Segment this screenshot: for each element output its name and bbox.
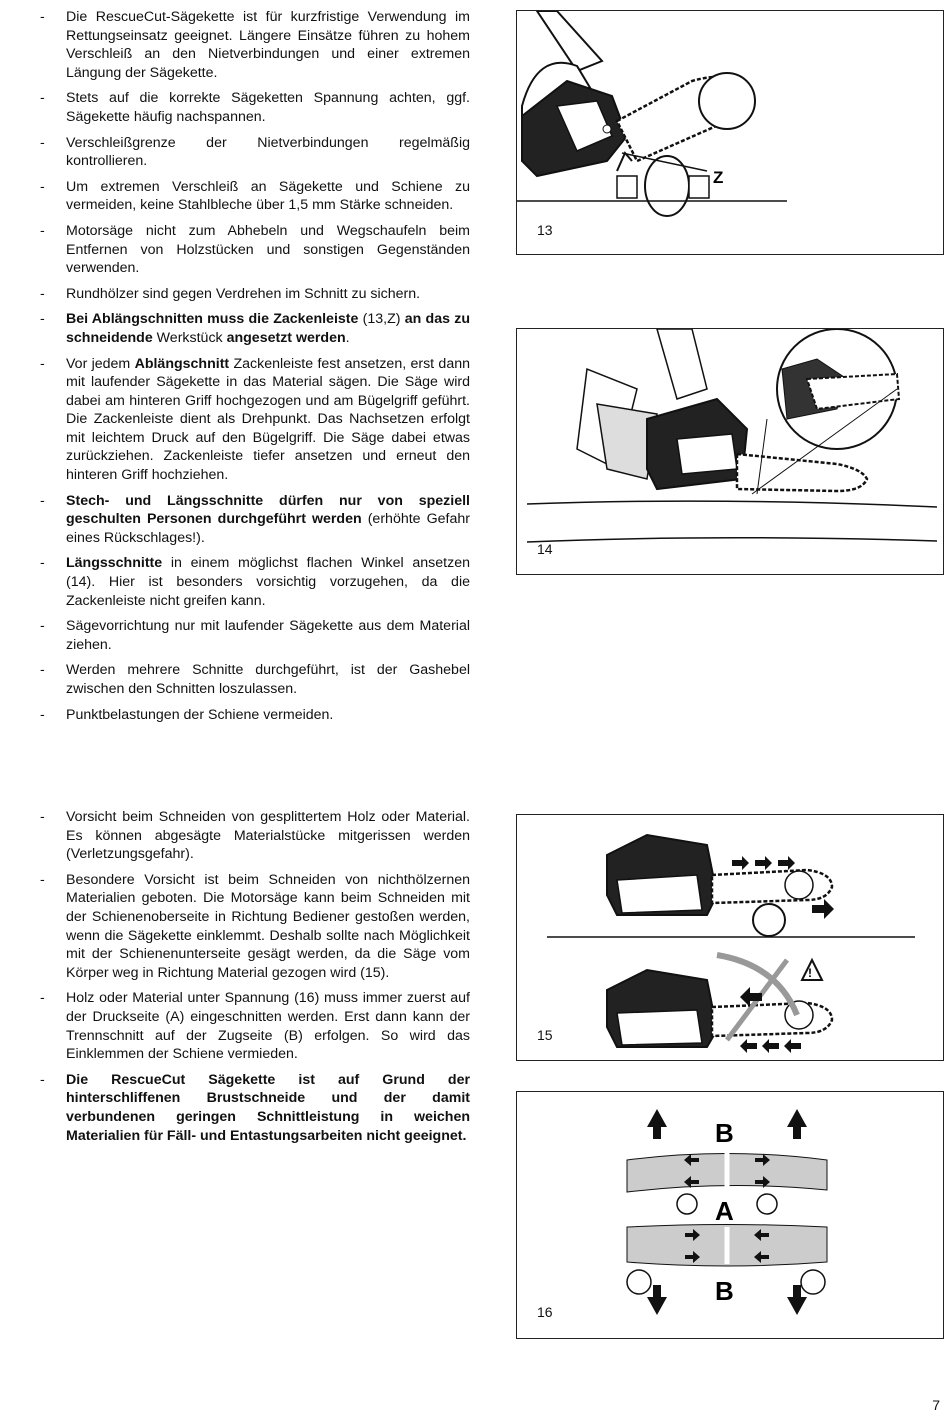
figure-16-label-b-top: B <box>715 1118 734 1148</box>
bullet-text: Die RescueCut-Sägekette ist für kurzfristige Verwendung im Rettungseinsatz geeignet. Längere Einsätze führen zu hohem Verschleiß an den Nietverbindungen und einer extremen Längung der Sägekette. <box>66 9 470 81</box>
bullet-bold-text: an das zu schneidende <box>66 311 470 346</box>
figure-13-label-z: Z <box>713 168 724 187</box>
bullet-dash: - <box>40 662 45 679</box>
bullet-item <box>40 492 470 548</box>
bullet-text: Rundhölzer sind gegen Verdrehen im Schnitt zu sichern. <box>66 285 421 302</box>
bullet-item <box>40 989 470 1063</box>
svg-text:!: ! <box>808 966 812 980</box>
bullet-item <box>40 134 470 171</box>
page-number: 7 <box>932 1397 940 1413</box>
bullet-text: . <box>345 329 350 346</box>
bullet-text: Vorsicht beim Schneiden von gesplittertem Holz oder Material. Es können abgesägte Materialstücke mitgerissen werden (Verletzungsgefahr). <box>66 809 470 863</box>
figure-15 <box>516 814 944 1061</box>
bullet-bold-text: Die RescueCut Sägekette ist auf Grund der hinterschliffenen Brustschneide und der damit verbundenen geringen Schnittleistung in weichen Materialien für Fäll- und Entastungsarbeiten nicht geeignet. <box>66 1071 470 1144</box>
bullet-bold-text: Ablängschnitt <box>134 355 230 372</box>
bullet-text: Werkstück <box>152 329 227 346</box>
bullet-dash: - <box>40 9 45 25</box>
figure-13-number: 13 <box>537 222 553 238</box>
bullet-text: Stets auf die korrekte Sägeketten Spannung achten, ggf. Sägekette häufig nachspannen. <box>66 90 470 125</box>
bullet-dash: - <box>40 178 45 195</box>
bullet-item <box>40 355 470 485</box>
bullet-text: in einem möglichst flachen Winkel ansetzen (14). Hier ist besonders vorsichtig vorzugehen, da die Zackenleiste nicht greifen kann. <box>66 555 470 609</box>
figure-13-illustration <box>517 11 945 256</box>
bullet-text: Zackenleiste fest ansetzen, erst dann mit laufender Sägekette in das Material sägen. Die Säge wird dabei am hinteren Griff hochgezogen und am Bügelgriff geführt. Die Zackenleiste dient als Drehpunkt. Das Nachsetzen erfolgt mit leichtem Druck auf den Bügelgriff. Die Säge dabei etwas zurückziehen. Zackenleiste tiefer ansetzen und erneut den hinteren Griff hochziehen. <box>66 355 470 484</box>
bullet-item <box>40 222 470 278</box>
bullet-dash: - <box>40 706 45 723</box>
bullet-item <box>40 1071 470 1145</box>
bullet-text: Holz oder Material unter Spannung (16) muss immer zuerst auf der Druckseite (A) eingeschnitten werden. Erst dann kann der Trennschnitt auf der Zugseite (B) erfolgen. So wird das Einklemmen der Schiene vermieden. <box>66 990 470 1063</box>
bullet-item <box>40 310 470 347</box>
bullet-text: Punktbelastungen der Schiene vermeiden. <box>66 706 334 723</box>
bullet-text: Sägevorrichtung nur mit laufender Sägekette aus dem Material ziehen. <box>66 618 470 653</box>
bullet-text: Werden mehrere Schnitte durchgeführt, ist der Gashebel zwischen den Schnitten loszulassen. <box>66 662 470 697</box>
bullet-text: (13,Z) <box>358 311 405 328</box>
bullet-dash: - <box>40 134 45 151</box>
bullet-item <box>40 554 470 610</box>
bullet-dash: - <box>40 990 45 1007</box>
bullet-item <box>40 706 470 725</box>
bullet-dash: - <box>40 492 45 509</box>
bullet-item <box>40 178 470 215</box>
figure-13 <box>516 10 944 255</box>
bullet-dash: - <box>40 285 45 302</box>
text-section-2 <box>40 808 470 1152</box>
bullet-dash: - <box>40 555 45 572</box>
bullet-bold-text: angesetzt werden <box>226 329 346 346</box>
bullet-item <box>40 808 470 864</box>
bullet-bold-text: Bei Ablängschnitten muss die Zackenleiste <box>66 311 359 328</box>
bullet-dash: - <box>40 355 45 372</box>
bullet-dash: - <box>40 90 45 107</box>
figure-14-illustration <box>517 329 945 576</box>
bullet-item <box>40 89 470 126</box>
bullet-dash: - <box>40 1071 45 1088</box>
figure-16-illustration <box>517 1092 945 1340</box>
figure-16-label-a: A <box>715 1196 734 1226</box>
bullet-dash: - <box>40 311 45 328</box>
bullet-item <box>40 285 470 304</box>
bullet-item <box>40 8 470 82</box>
bullet-item <box>40 871 470 983</box>
bullet-item <box>40 617 470 654</box>
text-section-1 <box>40 8 470 731</box>
bullet-text: Um extremen Verschleiß an Sägekette und Schiene zu vermeiden, keine Stahlbleche über 1,5 mm Stärke schneiden. <box>66 178 470 214</box>
bullet-bold-text: Längsschnitte <box>66 555 163 572</box>
bullet-item <box>40 661 470 698</box>
bullet-text: Motorsäge nicht zum Abhebeln und Wegschaufeln beim Entfernen von Holzstücken und sonstigen Gegenständen verwenden. <box>66 222 470 277</box>
bullet-text: (erhöhte Gefahr eines Rückschlages!). <box>66 511 470 546</box>
bullet-dash: - <box>40 618 45 635</box>
bullet-dash: - <box>40 871 45 888</box>
figure-16-number: 16 <box>537 1304 553 1320</box>
figure-14 <box>516 328 944 575</box>
bullet-text: Besondere Vorsicht ist beim Schneiden von nichthölzernen Materialien geboten. Die Motorsäge kann beim Schneiden mit der Schienenoberseite in Richtung Bediener gestoßen werden, wenn die Sägekette einklemmt. Deshalb sollte nach Möglichkeit mit der Schienenunterseite gesägt werden, da die Säge vom Körper weg in Richtung Material gezogen wird (15). <box>66 871 470 981</box>
figure-16 <box>516 1091 944 1339</box>
bullet-dash: - <box>40 222 45 239</box>
bullet-bold-text: Stech- und Längsschnitte dürfen nur von speziell geschulten Personen durchgeführt werden <box>66 492 470 528</box>
bullet-text: Verschleißgrenze der Nietverbindungen regelmäßig kontrollieren. <box>66 134 470 170</box>
bullet-dash: - <box>40 809 45 825</box>
figure-16-label-b-bottom: B <box>715 1276 734 1306</box>
bullet-text: Vor jedem <box>66 355 135 372</box>
figure-15-number: 15 <box>537 1027 553 1043</box>
figure-15-illustration <box>517 815 945 1062</box>
figure-14-number: 14 <box>537 541 553 557</box>
